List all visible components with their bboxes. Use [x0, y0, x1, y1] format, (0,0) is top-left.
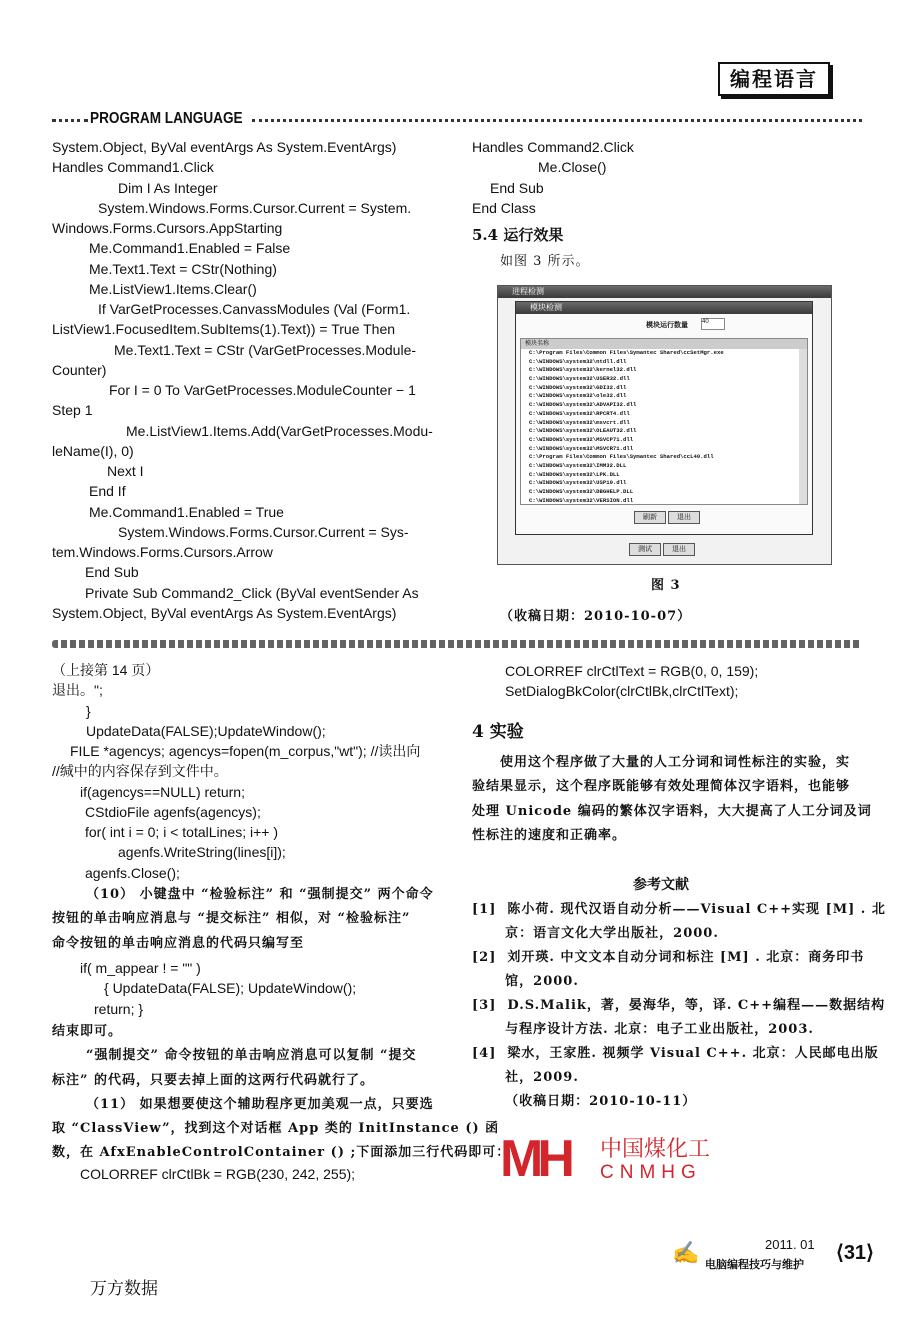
issue-date: 2011. 01 [765, 1237, 815, 1252]
code-line: agenfs.WriteString(lines[i]); [118, 844, 286, 861]
module-list-item[interactable]: C:\Program Files\Common Files\Symantec Shared\ccSetMgr.exe [529, 349, 724, 356]
reference-line: [1] 陈小荷. 现代汉语自动分析——Visual C++实现 [M] . 北 [472, 902, 886, 917]
code-line: agenfs.Close(); [85, 864, 180, 881]
wavy-divider [52, 640, 862, 648]
code-line: CStdioFile agenfs(agencys); [85, 803, 261, 820]
exit-button[interactable]: 退出 [668, 511, 700, 524]
paragraph-line: 命令按钮的单击响应消息的代码只编写至 [52, 935, 305, 951]
code-line: End Class [472, 199, 536, 216]
journal-name: 电脑编程技巧与维护 [705, 1258, 804, 1271]
reference-line: 社，2009. [472, 1070, 579, 1085]
module-list-item[interactable]: C:\WINDOWS\system32\DBGHELP.DLL [529, 488, 634, 495]
section-logo: 编程语言 [718, 62, 830, 96]
code-line: //缄中的内容保存到文件中。 [52, 763, 228, 780]
code-line: Counter) [52, 361, 107, 378]
section-heading-5-4: 5.4 运行效果 [472, 226, 564, 244]
code-listing-top-left [52, 137, 433, 623]
module-list-item[interactable]: C:\WINDOWS\system32\IMM32.DLL [529, 461, 627, 469]
list-scrollbar[interactable] [799, 349, 807, 504]
code-line: SetDialogBkColor(clrCtlBk,clrCtlText); [505, 683, 739, 700]
banner-title: PROGRAM LANGUAGE [90, 110, 243, 127]
code-listing-bottom-left [52, 660, 420, 883]
code-listing-top-right [472, 137, 634, 218]
cnmhg-logo [500, 1130, 710, 1190]
code-line: Me.Close() [538, 159, 607, 176]
figure-3-screenshot [497, 285, 832, 565]
list-header: 模块名称 [521, 339, 807, 349]
cnmhg-mark: MH [500, 1130, 569, 1188]
module-list-item[interactable]: C:\WINDOWS\system32\ADVAPI32.dll [529, 401, 637, 409]
paragraph-10 [52, 883, 434, 956]
code-line: Handles Command2.Click [472, 139, 634, 155]
module-list-item[interactable]: C:\WINDOWS\system32\ntdll.dll [529, 357, 627, 365]
paragraph-11 [52, 1020, 510, 1166]
paragraph-line: 验结果显示，这个程序既能够有效处理简体汉字语料，也能够 [472, 779, 851, 795]
page-number: ⟨31⟩ [836, 1242, 874, 1264]
received-date-1: （收稿日期：2010-10-07） [500, 609, 692, 624]
module-list-item[interactable]: C:\WINDOWS\system32\VERSION.dll [529, 496, 634, 504]
code-line: Me.Text1.Text = CStr (VarGetProcesses.Module- [114, 341, 417, 358]
figure-intro: 如图 3 所示。 [500, 254, 590, 269]
module-list-item[interactable]: C:\WINDOWS\system32\GDI32.dll [529, 383, 627, 391]
code-line: 退出。"; [52, 682, 103, 699]
module-list-item[interactable]: C:\WINDOWS\system32\msvcrt.dll [529, 418, 630, 426]
code-line: End If [89, 483, 126, 500]
paragraph-line: 按钮的单击响应消息与 “提交标注” 相似，对 “检验标注” [52, 911, 411, 927]
experiment-paragraph [472, 751, 872, 848]
references-title: 参考文献 [633, 877, 689, 893]
reference-line: （收稿日期：2010-10-11） [472, 1094, 697, 1109]
reference-line: 与程序设计方法. 北京：电子工业出版社，2003. [472, 1022, 814, 1037]
code-line: Me.ListView1.Items.Clear() [89, 280, 257, 297]
dialog-title: 模块检测 [516, 302, 812, 314]
module-list-item[interactable]: C:\WINDOWS\system32\USP10.dll [529, 479, 627, 487]
watermark: 万方数据 [90, 1279, 158, 1299]
code-line: UpdateData(FALSE);UpdateWindow(); [86, 722, 326, 739]
paragraph-line: 取 “ClassView”，找到这个对话框 App 类的 InitInstance () 函 [52, 1121, 500, 1137]
module-list-item[interactable]: C:\WINDOWS\system32\ole32.dll [529, 392, 627, 400]
code-line: Handles Command1.Click [52, 159, 214, 176]
count-label: 模块运行数量 [646, 322, 688, 329]
code-line: System.Windows.Forms.Cursor.Current = Sys- [118, 523, 409, 540]
code-line: COLORREF clrCtlText = RGB(0, 0, 159); [505, 663, 759, 679]
reference-line: 馆，2000. [472, 974, 579, 989]
code-line: System.Object, ByVal eventArgs As System.EventArgs) [52, 139, 397, 155]
module-list-item[interactable]: C:\WINDOWS\system32\MSVCR71.dll [529, 444, 634, 452]
code-line: System.Object, ByVal eventArgs As System.EventArgs) [52, 604, 397, 621]
cnmhg-name-en: CNMHG [600, 1162, 702, 1183]
code-line: FILE *agencys; agencys=fopen(m_corpus,"wt"); //读出向 [70, 743, 421, 759]
count-input[interactable]: 40 [701, 318, 725, 330]
reference-line: 京：语言文化大学出版社，2000. [472, 926, 719, 941]
code-line: } [86, 702, 91, 719]
code-line: System.Windows.Forms.Cursor.Current = System. [98, 199, 412, 216]
code-line: End Sub [490, 179, 544, 196]
section-heading-4: 4 实验 [472, 722, 524, 742]
code-line: leName(I), 0) [52, 442, 134, 459]
code-colorref-bk: COLORREF clrCtlBk = RGB(230, 242, 255); [80, 1166, 356, 1182]
code-line: Me.ListView1.Items.Add(VarGetProcesses.Modu- [126, 422, 433, 439]
banner-dots-right [252, 119, 862, 122]
code-line: Step 1 [52, 402, 93, 419]
code-line: If VarGetProcesses.CanvassModules (Val (Form1. [98, 301, 411, 317]
hand-icon: ✍ [672, 1240, 700, 1265]
paragraph-line: 标注” 的代码，只要去掉上面的这两行代码就行了。 [52, 1072, 375, 1088]
code-line: End Sub [85, 564, 139, 581]
code-line: Me.Command1.Enabled = False [89, 240, 291, 257]
paragraph-line: “强制提交” 命令按钮的单击响应消息可以复制 “提交 [86, 1048, 417, 1064]
module-list-item[interactable]: C:\WINDOWS\system32\kernel32.dll [529, 366, 637, 374]
code-line: Dim I As Integer [118, 179, 218, 196]
code-line: if(agencys==NULL) return; [80, 783, 245, 800]
outer-exit-button[interactable]: 退出 [663, 543, 695, 556]
paragraph-line: （10） 小键盘中 “检验标注” 和 “强制提交” 两个命令 [86, 887, 434, 902]
outer-window-title: 进程检测 [498, 286, 831, 298]
reference-line: [2] 刘开瑛. 中文文本自动分词和标注 [M] . 北京：商务印书 [472, 950, 865, 965]
code-line: if( m_appear ! = "" ) [80, 960, 201, 976]
page-number-value: 31 [843, 1242, 867, 1264]
references-list [472, 898, 886, 1114]
code-line: tem.Windows.Forms.Cursors.Arrow [52, 544, 273, 560]
paragraph-line: 数，在 AfxEnableControlContainer () ;下面添加三行代码即可： [52, 1145, 511, 1161]
code-line: { UpdateData(FALSE); UpdateWindow(); [104, 980, 357, 997]
code-line: ListView1.FocusedItem.SubItems(1).Text)) = True Then [52, 321, 396, 338]
code-line: Windows.Forms.Cursors.AppStarting [52, 220, 283, 236]
code-snippet-check [52, 958, 356, 1019]
module-list-item[interactable]: C:\WINDOWS\system32\MSVCP71.dll [529, 435, 634, 443]
code-line: for( int i = 0; i < totalLines; i++ ) [85, 824, 278, 840]
code-line: Private Sub Command2_Click (ByVal eventSender As [85, 584, 419, 601]
code-line: Me.Text1.Text = CStr(Nothing) [89, 260, 277, 277]
module-dialog [515, 301, 813, 535]
reference-line: [3] D.S.Malik，著，晏海华，等，译. C++编程——数据结构 [472, 998, 886, 1013]
paragraph-line: 使用这个程序做了大量的人工分词和词性标注的实验，实 [500, 755, 851, 770]
paragraph-line: 处理 Unicode 编码的繁体汉字语料，大大提高了人工分词及词 [472, 803, 872, 819]
reference-line: [4] 梁水，王家胜. 视频学 Visual C++. 北京：人民邮电出版 [472, 1046, 879, 1061]
code-line: （上接第 14 页） [52, 662, 160, 678]
code-line: Next I [107, 463, 144, 479]
module-list-item[interactable]: C:\WINDOWS\system32\LPK.DLL [529, 470, 620, 478]
code-line: For I = 0 To VarGetProcesses.ModuleCounter − 1 [109, 382, 416, 398]
module-list-item[interactable]: C:\WINDOWS\system32\OLEAUT32.dll [529, 427, 637, 435]
code-line: return; } [94, 1000, 144, 1017]
module-list-item[interactable]: C:\WINDOWS\system32\USER32.dll [529, 375, 630, 383]
code-line: Me.Command1.Enabled = True [89, 503, 284, 520]
banner-dots-left [52, 119, 88, 122]
paragraph-line: （11） 如果想要使这个辅助程序更加美观一点，只要选 [86, 1096, 434, 1112]
figure-caption: 图 3 [651, 578, 681, 593]
refresh-button[interactable]: 刷新 [634, 511, 666, 524]
paragraph-line: 性标注的速度和正确率。 [472, 827, 627, 843]
paragraph-line: 结束即可。 [52, 1024, 123, 1039]
section-banner [52, 110, 862, 130]
module-list-item[interactable]: C:\Program Files\Common Files\Symantec Shared\ccL40.dll [529, 453, 714, 461]
module-list-item[interactable]: C:\WINDOWS\system32\RPCRT4.dll [529, 409, 630, 417]
cnmhg-name-zh: 中国煤化工 [600, 1137, 711, 1162]
test-button[interactable]: 测试 [629, 543, 661, 556]
code-colorref-text [505, 661, 758, 702]
module-list[interactable] [520, 338, 808, 505]
